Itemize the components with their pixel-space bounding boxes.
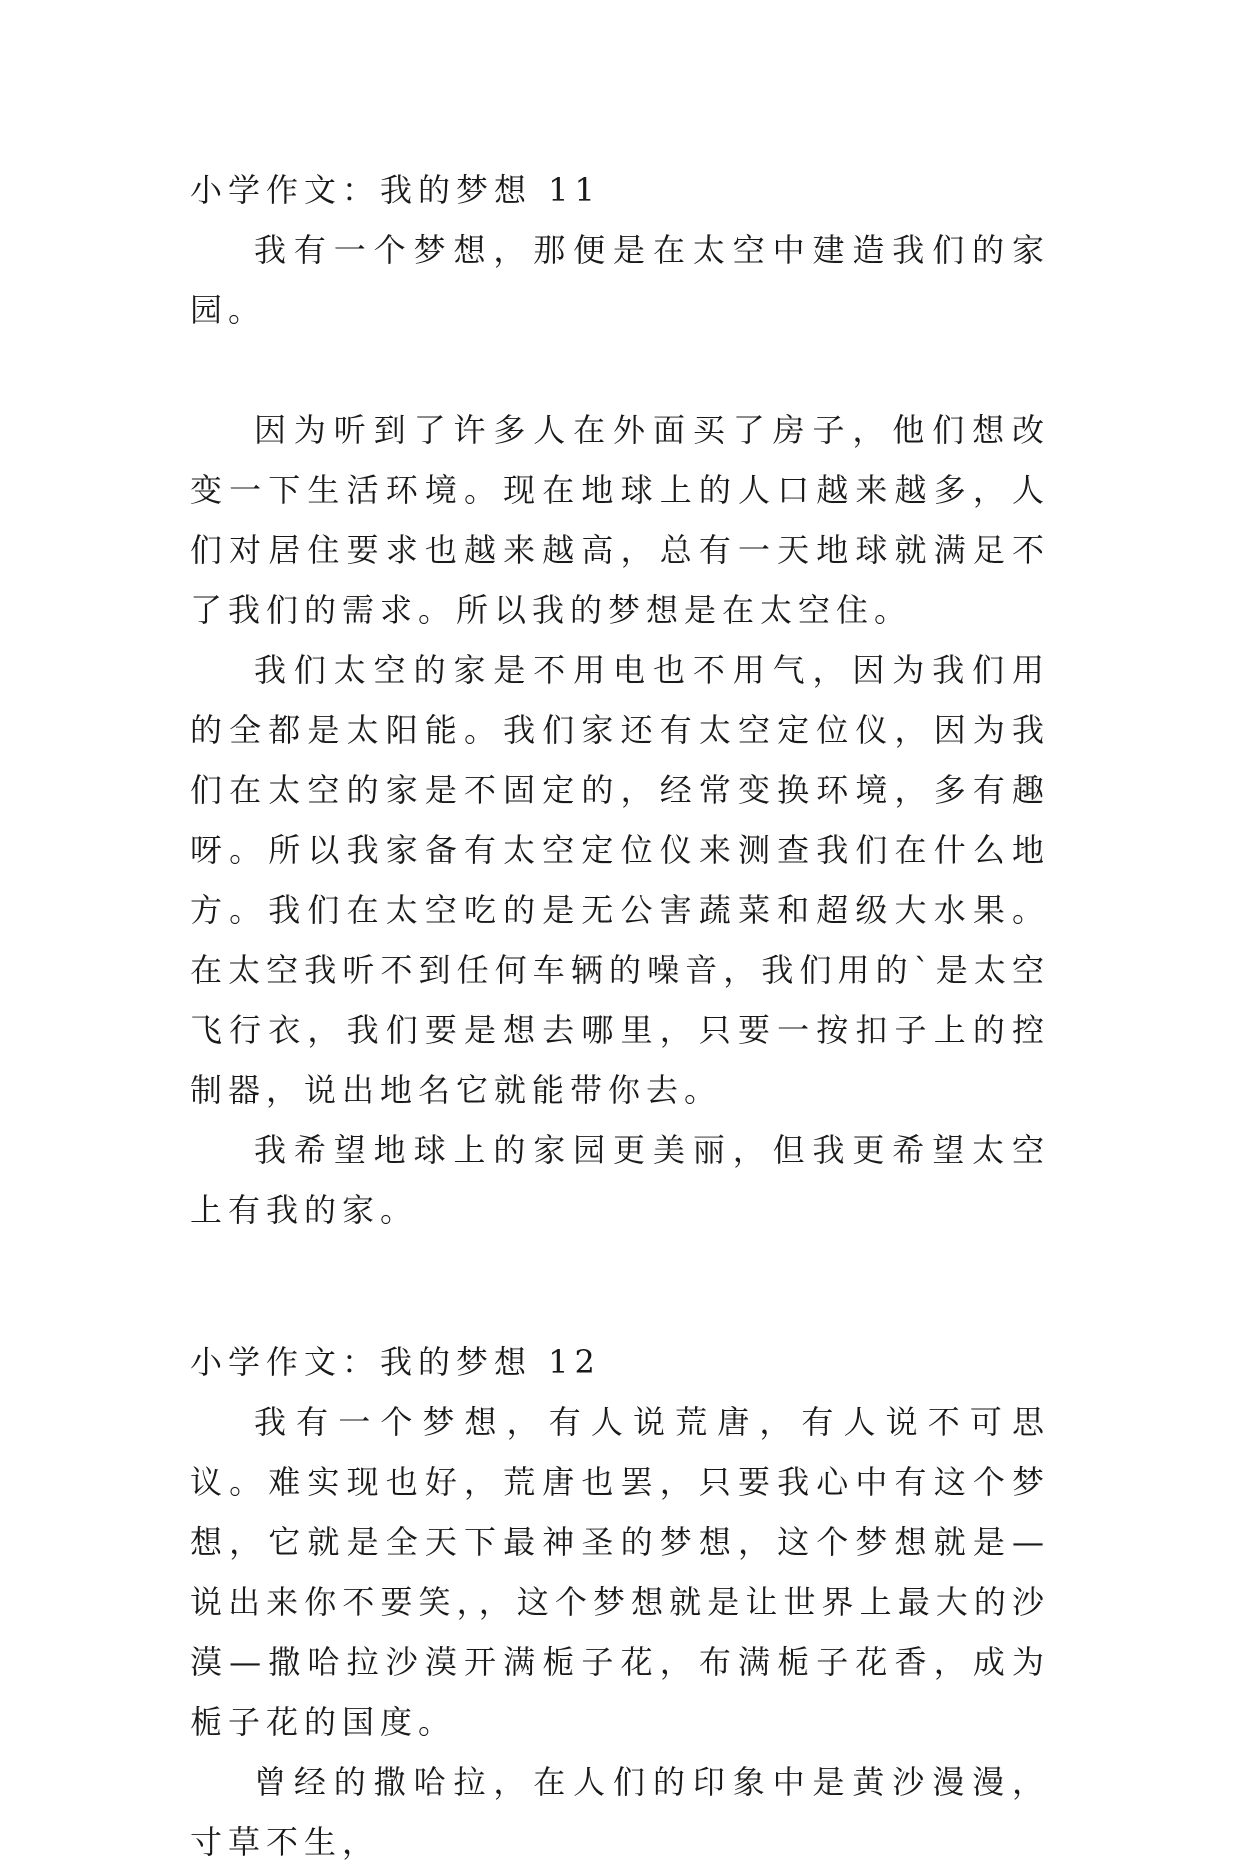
- essay-11-paragraph-3: 我们太空的家是不用电也不用气，因为我们用的全都是太阳能。我们家还有太空定位仪，因为我们在太空的家是不固定的，经常变换环境，多有趣呀。所以我家备有太空定位仪来测查我们在什么地方。我们在太空吃的是无公害蔬菜和超级大水果。在太空我听不到任何车辆的噪音，我们用的`是太空飞行衣，我们要是想去哪里，只要一按扣子上的控制器，说出地名它就能带你去。: [190, 651, 1050, 1109]
- document-body: [190, 160, 1050, 1872]
- essay-11-paragraph-4: 我希望地球上的家园更美丽，但我更希望太空上有我的家。: [190, 1131, 1050, 1229]
- essay-11-paragraph-2: 因为听到了许多人在外面买了房子，他们想改变一下生活环境。现在地球上的人口越来越多，人们对居住要求也越来越高，总有一天地球就满足不了我们的需求。所以我的梦想是在太空住。: [190, 411, 1050, 629]
- essay-12-paragraph-1: 我有一个梦想，有人说荒唐，有人说不可思议。难实现也好，荒唐也罢，只要我心中有这个梦想，它就是全天下最神圣的梦想，这个梦想就是—说出来你不要笑，，这个梦想就是让世界上最大的沙漠—撒哈拉沙漠开满栀子花，布满栀子花香，成为栀子花的国度。: [190, 1403, 1050, 1741]
- essay-12-paragraph-2: 曾经的撒哈拉，在人们的印象中是黄沙漫漫，寸草不生，: [190, 1763, 1050, 1861]
- section-gap: [190, 1240, 1050, 1332]
- essay-title-12: 小学作文：我的梦想 12: [190, 1343, 601, 1381]
- essay-11-paragraph-1: 我有一个梦想，那便是在太空中建造我们的家园。: [190, 231, 1050, 329]
- essay-title-11: 小学作文：我的梦想 11: [190, 171, 601, 209]
- blank-line: [190, 340, 1050, 400]
